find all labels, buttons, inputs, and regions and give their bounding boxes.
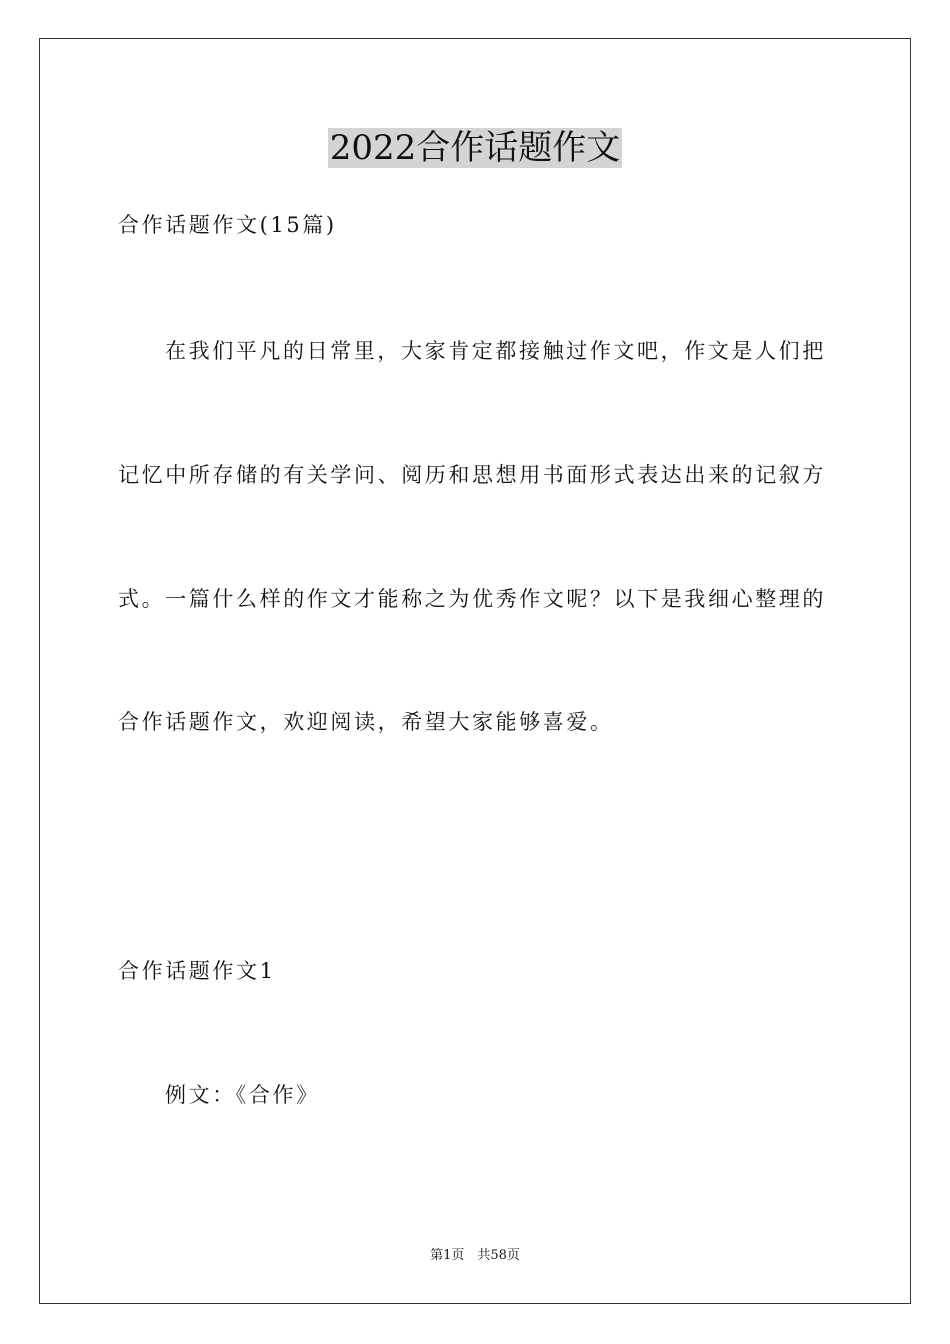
document-subtitle: 合作话题作文(15篇) (118, 213, 337, 237)
intro-paragraph-line: 记忆中所存储的有关学问、阅历和思想用书面形式表达出来的记叙方 (118, 463, 826, 487)
intro-paragraph-line: 在我们平凡的日常里，大家肯定都接触过作文吧，作文是人们把 (165, 339, 826, 363)
intro-paragraph-line: 式。一篇什么样的作文才能称之为优秀作文呢？以下是我细心整理的 (118, 587, 826, 611)
page-footer: 第1页 共58页 (430, 1248, 520, 1263)
section-heading: 合作话题作文1 (118, 959, 276, 983)
example-label: 例文：《合作》 (165, 1083, 320, 1107)
intro-paragraph-line: 合作话题作文，欢迎阅读，希望大家能够喜爱。 (118, 710, 614, 734)
document-title (0, 122, 950, 174)
document-title-text: 2022合作话题作文 (329, 128, 621, 168)
